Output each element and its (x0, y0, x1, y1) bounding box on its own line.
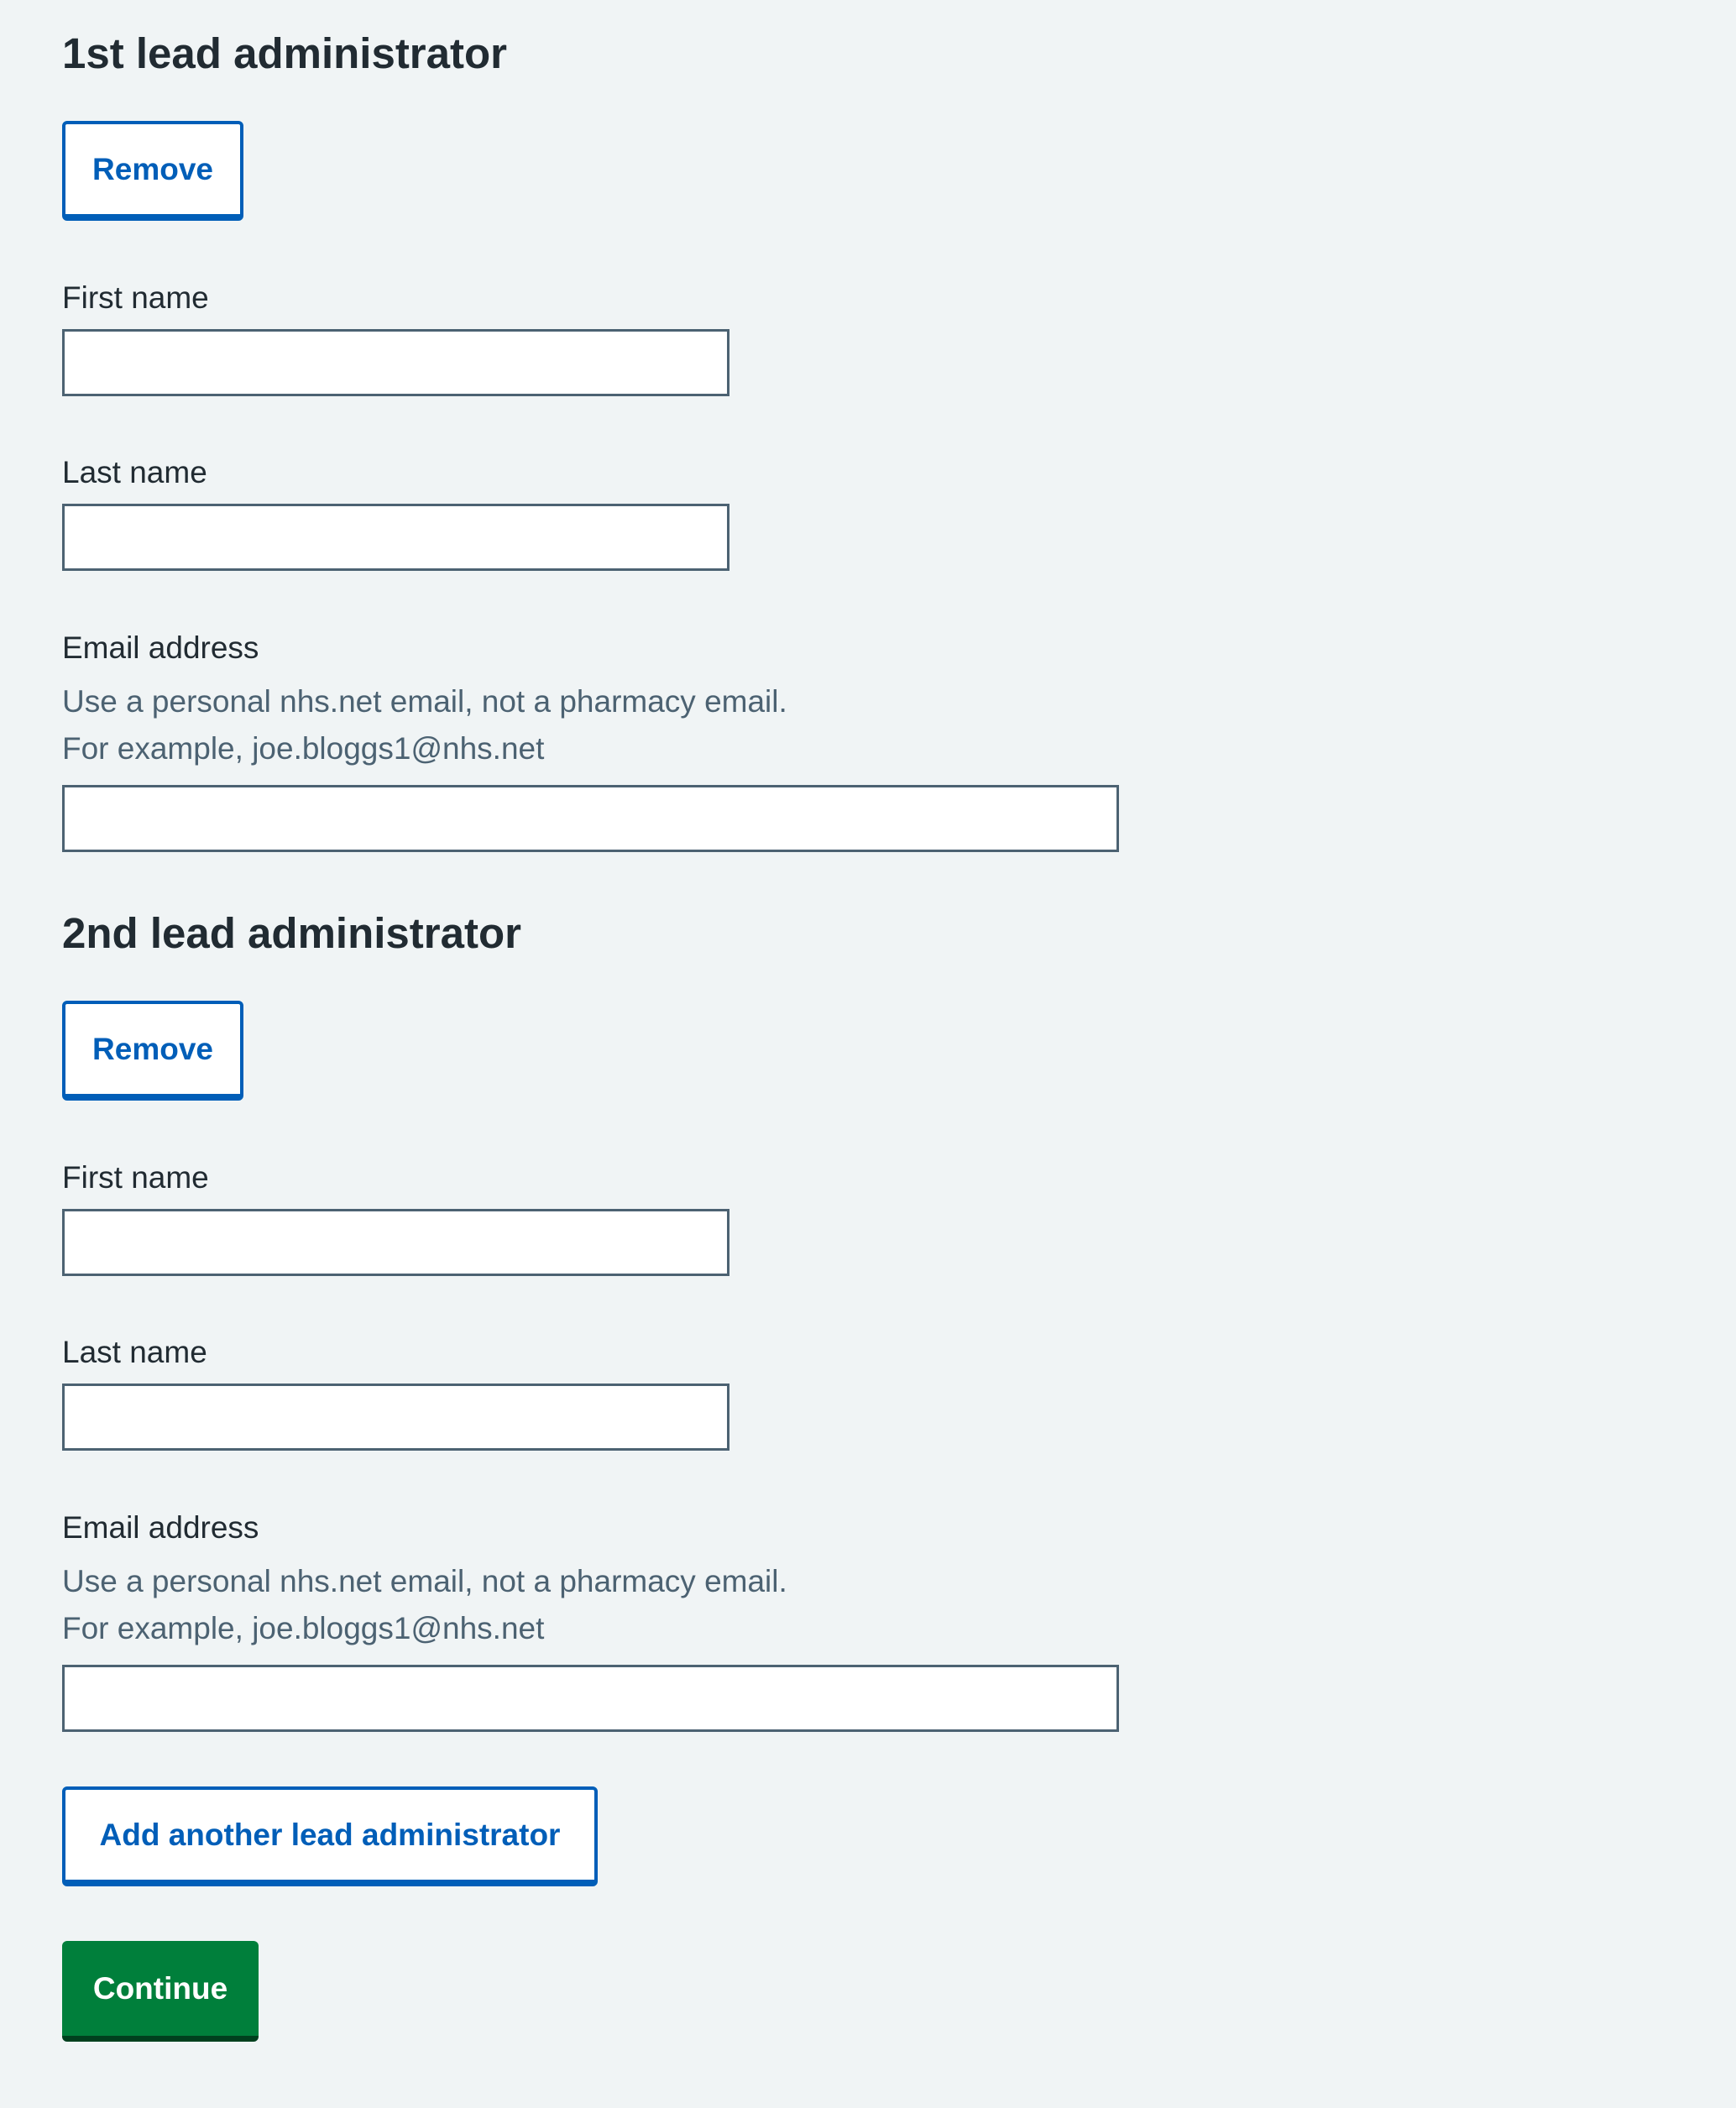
add-another-lead-administrator-button[interactable]: Add another lead administrator (62, 1786, 598, 1886)
admin-1-email-input[interactable] (62, 785, 1119, 852)
admin-2-heading: 2nd lead administrator (62, 909, 521, 957)
admin-1-remove-button[interactable]: Remove (62, 121, 243, 221)
admin-1-email-label: Email address (62, 630, 259, 665)
admin-2-last-name-input[interactable] (62, 1384, 729, 1451)
admin-2-remove-button[interactable]: Remove (62, 1001, 243, 1101)
admin-2-last-name-label: Last name (62, 1335, 207, 1369)
admin-2-email-hint-line2: For example, joe.bloggs1@nhs.net (62, 1611, 545, 1645)
admin-1-last-name-input[interactable] (62, 504, 729, 571)
admin-2-email-label: Email address (62, 1510, 259, 1545)
admin-2-email-hint-line1: Use a personal nhs.net email, not a pharmacy email. (62, 1564, 787, 1598)
admin-1-last-name-label: Last name (62, 455, 207, 489)
admin-2-first-name-label: First name (62, 1160, 209, 1195)
admin-1-first-name-label: First name (62, 280, 209, 315)
admin-1-first-name-input[interactable] (62, 329, 729, 396)
admin-2-first-name-input[interactable] (62, 1209, 729, 1276)
admin-1-heading: 1st lead administrator (62, 29, 507, 77)
admin-2-email-input[interactable] (62, 1665, 1119, 1732)
continue-button[interactable]: Continue (62, 1941, 259, 2042)
admin-1-email-hint-line1: Use a personal nhs.net email, not a pharmacy email. (62, 684, 787, 719)
admin-1-email-hint-line2: For example, joe.bloggs1@nhs.net (62, 731, 545, 766)
